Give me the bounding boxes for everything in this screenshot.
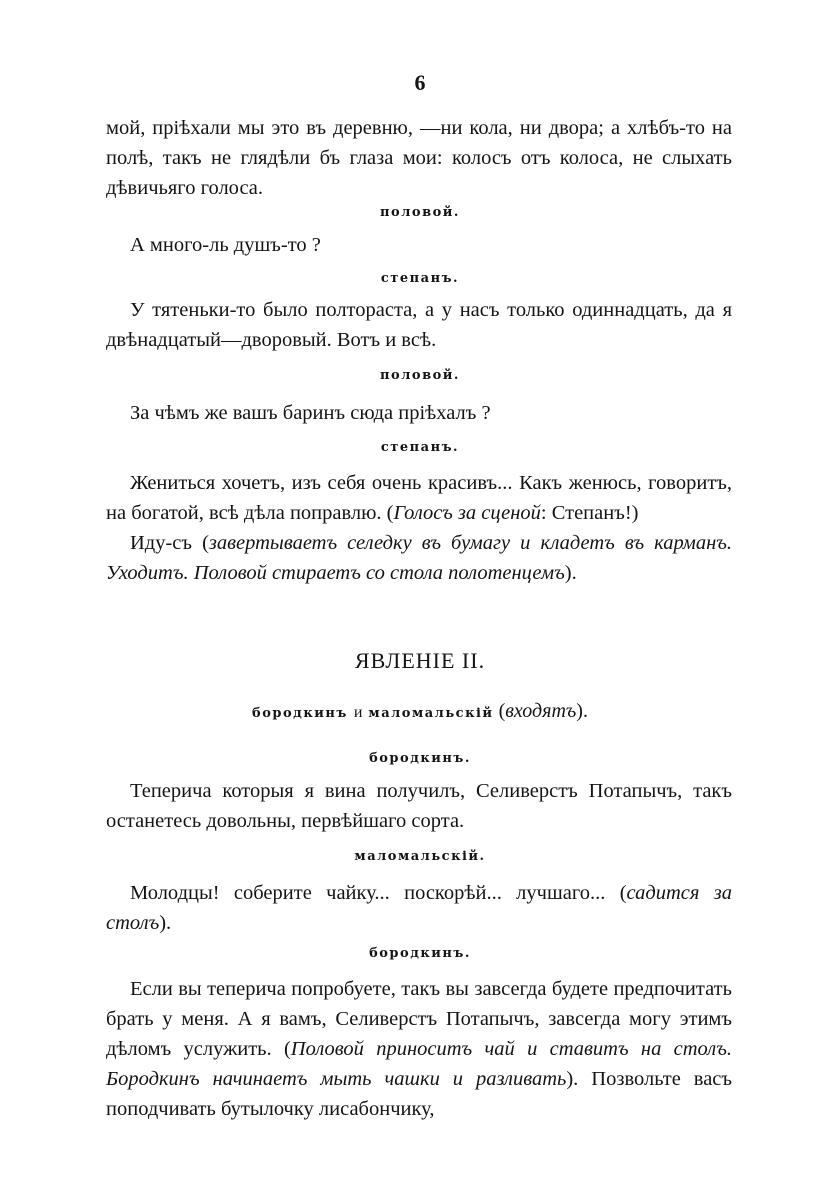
stage-direction: завертываетъ селедку въ бумагу и кладетъ въ карманъ. Уходитъ. Половой стираетъ со стола полотенцемъ <box>106 532 733 584</box>
paragraph-text: За чѣмъ же вашъ баринъ сюда пріѣхалъ ? <box>130 402 491 424</box>
paragraph-text: У тятеньки-то было полтораста, а у насъ только одиннадцать, да я двѣнадцатый—дворовый. Вотъ и всѣ. <box>106 299 732 351</box>
dialogue-paragraph <box>106 230 732 260</box>
paragraph-text <box>106 878 732 938</box>
speaker-heading: бородкинъ. <box>369 946 471 961</box>
dialogue-paragraph <box>106 468 732 588</box>
text-run: Жениться хочетъ, изъ себя очень красивъ... Какъ женюсь, говоритъ, на богатой, всѣ дѣла поправлю. ( <box>106 472 732 524</box>
text-run: Иду-съ ( <box>130 532 209 554</box>
scene-title: ЯВЛЕНІЕ II. <box>354 648 486 673</box>
page-number: 6 <box>414 70 426 95</box>
text-run: ). <box>564 562 577 584</box>
conjunction: и <box>353 704 363 721</box>
stage-direction: садится за столъ <box>106 882 732 934</box>
text-run: : Степанъ!) <box>540 502 639 524</box>
text-run: Молодцы! соберите чайку... поскорѣй... лучшаго... ( <box>130 882 627 904</box>
intro-paragraph <box>106 113 732 203</box>
paren-close: ). <box>576 700 588 722</box>
dialogue-paragraph <box>106 878 732 938</box>
dialogue-paragraph <box>106 295 732 355</box>
text-run: Если вы теперича попробуете, такъ вы завсегда будете предпочитать брать у меня. А я вамъ, Селиверстъ Потапычъ, завсегда могу этимъ дѣломъ услужить. ( <box>106 978 732 1060</box>
speaker-heading: маломальскій. <box>354 849 486 864</box>
paragraph-text: мой, пріѣхали мы это въ деревню, —ни кола, ни двора; а хлѣбъ-то на полѣ, такъ не глядѣли бъ глаза мои: колосъ отъ колоса, не слыхать дѣвичьяго голоса. <box>106 117 732 199</box>
stage-direction: Голосъ за сценой <box>393 502 541 524</box>
speaker-heading: половой. <box>380 368 460 383</box>
stage-direction: входятъ <box>505 700 577 722</box>
paragraph-text <box>106 468 732 528</box>
speaker-heading: половой. <box>380 205 460 220</box>
paragraph-text: А много-ль душъ-то ? <box>130 234 321 256</box>
text-run: ). Позвольте васъ поподчивать бутылочку лисабончику, <box>106 1068 732 1120</box>
stage-direction: Половой приноситъ чай и ставитъ на столъ. Бородкинъ начинаетъ мыть чашки и разливать <box>106 1038 732 1090</box>
speaker-heading: степанъ. <box>380 440 460 455</box>
paragraph-text: Теперича которыя я вина получилъ, Селиверстъ Потапычъ, такъ останетесь довольны, первѣйшаго сорта. <box>106 780 732 832</box>
paren-open: ( <box>498 700 506 722</box>
character-name: маломальскій <box>368 706 494 721</box>
dialogue-paragraph <box>106 974 732 1124</box>
scene-characters <box>0 700 840 723</box>
paragraph-text <box>106 974 732 1124</box>
character-name: бородкинъ <box>252 706 348 721</box>
speaker-heading: бородкинъ. <box>369 751 471 766</box>
paragraph-text <box>106 528 732 588</box>
speaker-heading: степанъ. <box>380 271 460 286</box>
text-run: ). <box>159 912 172 934</box>
dialogue-paragraph <box>106 776 732 836</box>
dialogue-paragraph <box>106 398 732 428</box>
